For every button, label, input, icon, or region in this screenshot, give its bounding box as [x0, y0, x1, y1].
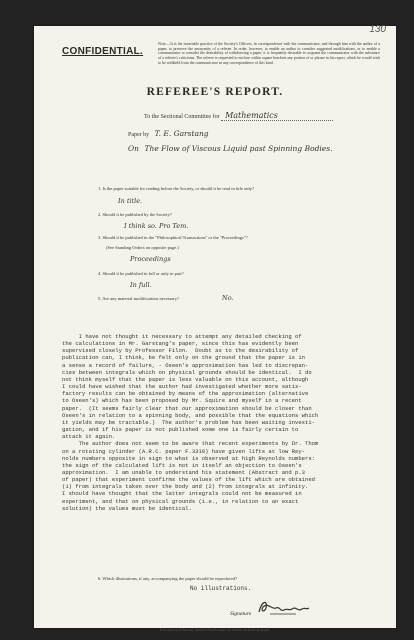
- footer-note: It is requested that any further remarks may be written on back-up paper.: [159, 628, 271, 632]
- folio-number: 130: [369, 24, 386, 35]
- answer-2: I think so. Pro Tem.: [124, 222, 189, 230]
- paper-subject: The Flow of Viscous Liquid past Spinning Bodies.: [144, 144, 333, 153]
- answer-1: In title.: [118, 197, 143, 205]
- answer-6: No illustrations.: [190, 585, 252, 592]
- signature-mark: [256, 596, 312, 618]
- answer-4: In full.: [130, 281, 152, 289]
- signature-label: Signature: [230, 611, 252, 617]
- document-page: [34, 24, 396, 632]
- on-label: On: [128, 144, 139, 153]
- question-3: 3. Should it be published in the "Philosophical Transactions" or the "Proceedings"?: [98, 235, 248, 240]
- question-4: 4. Should it be published in full or only in part?: [98, 271, 184, 276]
- confidentiality-note: Note.—It is the invariable practice of the Society's Officers, in correspondence with the communicator, and through him with the author of a paper, to preserve the anonymity of a referee. In order, however, to enable an author to consider suggested modifications, or to enable a communicator to consider the desirability of withdrawing a paper, it is frequently desirable to acquaint the communicator with the substance of a referee's criticisms. The referee is requested to enclose within square brackets any portion of or phrase in his report, which he would wish to be withheld from the communicator in any correspondence of this kind.: [158, 42, 380, 65]
- answer-5: No.: [222, 294, 234, 302]
- subject-row: [128, 144, 388, 153]
- author-row: [128, 129, 368, 138]
- question-2: 2. Should it be published by the Society?: [98, 212, 172, 217]
- answer-3: Proceedings: [130, 255, 171, 263]
- confidential-heading: CONFIDENTIAL.: [62, 46, 144, 57]
- committee-label: To the Sectional Committee for: [144, 114, 220, 120]
- question-6: 6. Which illustrations, if any, accompanying the paper should be reproduced?: [98, 576, 238, 581]
- committee-value: Mathematics: [221, 111, 333, 121]
- report-body: I have not thought it necessary to attempt any detailed checking of the calculations in Mr. Garstang's paper, since this has evidently been supervised closely by Professor Filon. Doubt as to the desirability of publication can, I think, be felt only on the ground that the paper is in a sense a record of failure, - Oseen's approximation has led to discrepan- cies between integrals which on physical grounds should be identical. I do not think myself that the paper is less valuable on this account, although I could have wished that the author had investigated whether more satis- factory results can be obtained by means of the approximation (alternative to Oseen's) which has been proposed by Mr. Squire and myself in a recent paper. (It seems fairly clear that our approximation should be closer than Oseen's in relation to a spinning body, and possible that the equations which it yields may be tractable.) The author's problem has been waiting investi- gation, and if his paper is not published some one is fairly certain to attack it again. The author does not seem to be aware that recent experiments by Dr. Thom on a rotating cylinder (A.R.C. paper F.3319) have given lifts at low Rey- nolds numbers opposite in sign to what is observed at high Reynolds numbers: the sign of the calculated lift is not in itself an objection to Oseen's approximation. I am unable to understand his statement (Abstract and p.3 of paper) that experiment confirms the values of the lift which are obtained (1) from integrals taken over the body and (2) from integrals at infinity. I should have thought that the latter integrals could not be measured in experiment, and that on physical grounds (i.e., in relation to an exact solution) the values must be identical.: [62, 333, 319, 512]
- paper-by-label: Paper by: [128, 132, 150, 138]
- committee-row: [144, 111, 374, 121]
- question-1: 1. Is the paper suitable for reading before the Society, or should it be read in title only?: [98, 186, 255, 191]
- question-5: 5. Are any material modifications necessary?: [98, 296, 179, 301]
- question-3-note: (See Standing Orders on opposite page.): [106, 245, 179, 250]
- author-name: T. E. Garstang: [154, 129, 209, 138]
- report-title: REFEREE'S REPORT.: [146, 86, 284, 98]
